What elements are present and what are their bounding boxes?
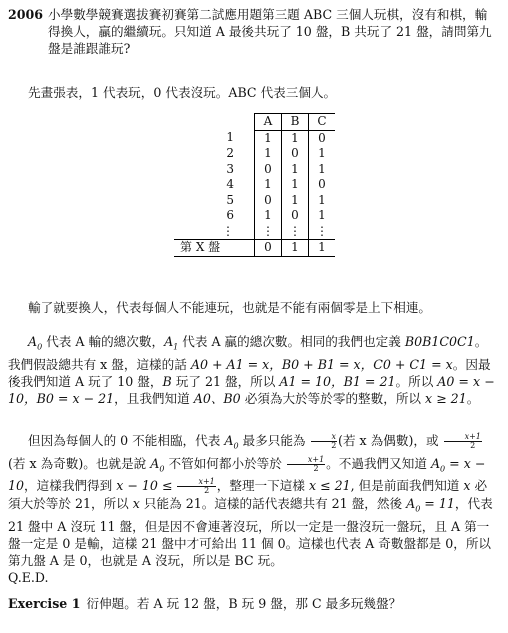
math-inequality: x − 10 ≤: [116, 478, 177, 494]
cell-b: 0: [282, 146, 309, 162]
row-label: 1: [174, 130, 255, 146]
header-b: B: [282, 114, 309, 131]
rule-text: 輸了就要換人，代表每個人不能連玩，也就是不能有兩個零是上下相連。: [28, 300, 431, 315]
explanation-paragraph-1: $A_0$ 代表 A 輸的總次數，$A_1$ 代表 A 贏的總次數。相同的我們也定義 B0B1C0C1。我們假設總共有 x 盤，這樣的話 A0 + A1 = x，B0 + B1 = x，C0 + C1 = x。因最後我們知道 A 玩了 10 盤，B 玩了 21 盤，所以 A1 = 10，B1 = 21。所以 A0 = x − 10，B0 = x − 21，且我們知道 A0、B0 必須為大於等於零的整數，所以 x ≥ 21。: [8, 334, 495, 406]
cell-b: 1: [282, 130, 309, 146]
math-a0: $A_0$: [150, 455, 165, 474]
math-ge: x ≥ 21: [425, 390, 467, 406]
cell-a: 1: [255, 177, 282, 193]
math-x-le-21: x ≤ 21: [308, 478, 351, 494]
cell-b: 1: [282, 177, 309, 193]
row-label: 2: [174, 146, 255, 162]
math-x: x: [463, 478, 471, 494]
game-table: [174, 113, 335, 257]
table-row-last: [174, 240, 335, 257]
qed: Q.E.D.: [8, 569, 49, 585]
cell-a: 1: [255, 146, 282, 162]
explanation-paragraph-2: 但因為每個人的 0 不能相臨，代表 $A_0$ 最多只能為 $\frac{x}{2}$ (若 x 為偶數)，或 $\frac{x+1}{2}$ (若 x 為奇數)。也就是說 $A_0$ 不管如何都小於等於 $\frac{x+1}{2}$ 。不過我們又知道 $A_0 = x - 10$，這樣我們得到 x − 10 ≤ $\frac{x+1}{2}$ ，整理一下這樣 x ≤ 21, 但是前面我們知道 x 必須大於等於 21，所以 x 只能為 21。這樣的話代表總共有 21 盤，然後 $A_0 = 11$，代表 21 盤中 A 沒玩 11 盤，但是因不會連著沒玩，所以一定是一盤沒玩一盤玩，且 A 第一盤一定是 0 是輸，這樣 21 盤中才可給出 11 個 0。這樣也代表 A 奇數盤都是 0，所以第九盤 A 是 0，也就是 A 沒玩，所以是 BC 玩。 Q.E.D.: [8, 432, 493, 585]
math-a0-eq: $A_0 = x - 10$: [8, 455, 486, 494]
cell-c: 1: [318, 161, 326, 176]
row-label: ⋮: [174, 224, 255, 240]
fraction-x-plus-1-over-2: $\frac{x+1}{2}$: [177, 478, 215, 495]
math-nonneg: A0、B0: [193, 390, 241, 406]
cell-c: 0: [318, 177, 326, 191]
cell-a: 0: [255, 240, 282, 257]
cell-c: 1: [309, 240, 336, 257]
table-header-row: [174, 114, 335, 131]
table-row: [174, 208, 335, 224]
problem-statement: [8, 6, 496, 57]
math-a0: $A_0$: [224, 433, 239, 451]
cell-a: 1: [255, 130, 282, 146]
cell-c: 1: [318, 146, 326, 160]
cell-b: 1: [282, 240, 309, 257]
math-a1: $A_1$: [164, 334, 179, 352]
math-a0: $A_0$: [28, 334, 43, 352]
cell-a: 1: [255, 208, 282, 224]
exercise-text: 衍伸題。若 A 玩 12 盤，B 玩 9 盤，那 C 最多玩幾盤？: [86, 596, 402, 611]
math-x: x: [132, 496, 140, 512]
problem-year-label: 2006: [8, 7, 44, 22]
math-equations: A0 + A1 = x，B0 + B1 = x，C0 + C1 = x: [190, 356, 453, 372]
table-row: [174, 146, 335, 162]
table-row: [174, 193, 335, 209]
exercise: [8, 595, 498, 612]
math-a0-11: $A_0 = 11$: [406, 496, 455, 514]
fraction-x-over-2: $\frac{x}{2}$: [311, 433, 338, 450]
exercise-label: Exercise 1: [8, 596, 81, 611]
row-label: 3: [174, 162, 255, 178]
fraction-x-plus-1-over-2: $\frac{x+1}{2}$: [444, 433, 482, 450]
cell-a: 0: [255, 162, 282, 178]
table-row-ellipsis: [174, 224, 335, 240]
cell-b: 1: [282, 162, 309, 178]
row-label: 第 X 盤: [174, 240, 255, 257]
cell-c: 1: [318, 192, 326, 207]
header-a: A: [255, 114, 282, 131]
cell-a: 0: [255, 193, 282, 209]
cell-c: ⋮: [316, 223, 328, 238]
table-row: [174, 130, 335, 146]
fraction-x-plus-1-over-2: $\frac{x+1}{2}$: [287, 456, 325, 473]
table-row: [174, 177, 335, 193]
math-values: A1 = 10，B1 = 21: [279, 373, 396, 389]
cell-a: ⋮: [255, 224, 282, 240]
math-definitions: B0B1C0C1: [404, 334, 475, 349]
problem-text: 小學數學競賽選拔賽初賽第二試應用題第三題 ABC 三個人玩棋，沒有和棋，輸得換人，贏的繼續玩。只知道 A 最後共玩了 10 盤，B 共玩了 21 盤，請問第九盤是誰跟誰玩?: [48, 7, 492, 56]
table-row: [174, 162, 335, 178]
math-b: B: [162, 373, 172, 389]
cell-b: 1: [282, 193, 309, 209]
table-intro: 先畫張表，1 代表玩，0 代表沒玩。ABC 代表三個人。: [28, 85, 337, 100]
math-relations: A0 = x − 10，B0 = x − 21: [8, 373, 495, 406]
row-label: 4: [174, 177, 255, 193]
cell-b: 0: [282, 208, 309, 224]
row-label: 6: [174, 208, 255, 224]
header-c: C: [309, 114, 336, 131]
cell-b: ⋮: [282, 224, 309, 240]
row-label: 5: [174, 193, 255, 209]
cell-c: 1: [318, 208, 326, 222]
cell-c: 0: [318, 130, 326, 145]
